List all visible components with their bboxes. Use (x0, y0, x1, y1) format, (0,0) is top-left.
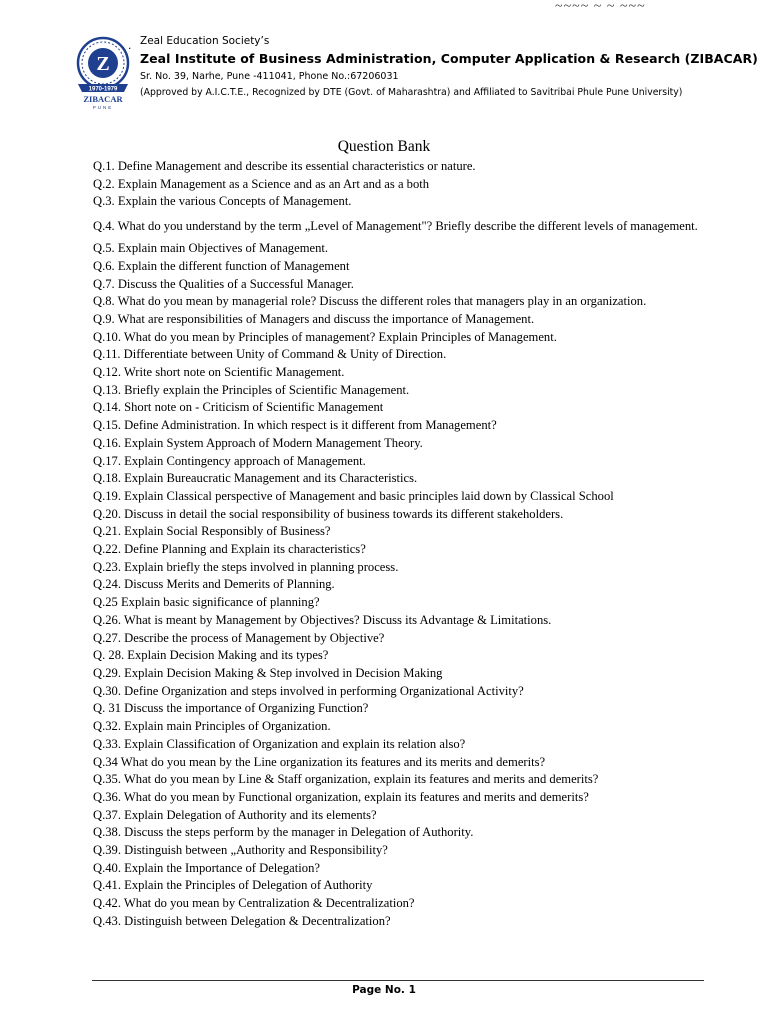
question-item: Q.1. Define Management and describe its essential characteristics or nature. (93, 159, 476, 173)
question-item: Q.14. Short note on - Criticism of Scientific Management (93, 400, 384, 415)
question-item: Q.20. Discuss in detail the social responsibility of business towards its different stakeholders. (93, 506, 564, 521)
question-item: Q. 28. Explain Decision Making and its types? (93, 648, 329, 663)
question-item: Q.4. What do you understand by the term „Level of Management"? Briefly describe the different levels of management. (93, 219, 698, 234)
question-item: Q.21. Explain Social Responsibly of Business? (93, 524, 331, 539)
page-number: Page No. 1 (352, 984, 416, 996)
question-item: Q.35. What do you mean by Line & Staff organization, explain its features and merits and demerits? (93, 772, 599, 787)
footer-divider (92, 980, 704, 981)
institute-name: Zeal Institute of Business Administration, Computer Application & Research (ZIBACAR) (140, 51, 758, 66)
question-item: Q.22. Define Planning and Explain its characteristics? (93, 542, 366, 557)
page-title: Question Bank (337, 138, 431, 155)
svg-text:ZIBACAR: ZIBACAR (83, 94, 123, 104)
question-item: Q.40. Explain the Importance of Delegation? (93, 860, 320, 875)
question-item: Q.24. Discuss Merits and Demerits of Planning. (93, 577, 335, 592)
question-item: Q.36. What do you mean by Functional organization, explain its features and merits and demerits? (93, 789, 589, 804)
question-item: Q.41. Explain the Principles of Delegation of Authority (93, 878, 373, 893)
question-item: Q.8. What do you mean by managerial role? Discuss the different roles that managers play in an organization. (93, 294, 647, 309)
question-item: Q.43. Distinguish between Delegation & Decentralization? (93, 913, 391, 928)
svg-text:1970-1979: 1970-1979 (88, 86, 118, 93)
question-item: Q.37. Explain Delegation of Authority and its elements? (93, 807, 377, 822)
question-item: Q.16. Explain System Approach of Modern Management Theory. (93, 435, 423, 450)
question-item: Q.29. Explain Decision Making & Step involved in Decision Making (93, 665, 443, 680)
question-item: Q.6. Explain the different function of Management (93, 258, 350, 273)
question-item: Q.15. Define Administration. In which respect is it different from Management? (93, 418, 497, 433)
question-item: Q.42. What do you mean by Centralization & Decentralization? (93, 896, 415, 911)
question-item: Q.12. Write short note on Scientific Management. (93, 365, 345, 380)
question-item: Q.27. Describe the process of Management by Objective? (93, 630, 385, 645)
question-item: Q.33. Explain Classification of Organization and explain its relation also? (93, 736, 466, 751)
question-item: Q.26. What is meant by Management by Objectives? Discuss its Advantage & Limitations. (93, 612, 552, 627)
institute-logo (72, 36, 134, 112)
question-item: Q.3. Explain the various Concepts of Management. (93, 194, 352, 209)
svg-text:Z: Z (96, 53, 110, 75)
question-item: Q.23. Explain briefly the steps involved in planning process. (93, 559, 399, 574)
question-list (93, 158, 703, 931)
question-item: Q.17. Explain Contingency approach of Management. (93, 453, 366, 468)
question-item: Q.5. Explain main Objectives of Management. (93, 241, 329, 256)
cropped-header-text: ~~~~ ~ ~ ~~~ (555, 0, 646, 14)
question-item: Q.34 What do you mean by the Line organization its features and its merits and demerits? (93, 754, 546, 769)
question-item: Q.39. Distinguish between „Authority and Responsibility? (93, 843, 388, 858)
question-item: Q.2. Explain Management as a Science and as an Art and as a both (93, 176, 430, 191)
question-item: Q.25 Explain basic significance of planning? (93, 595, 320, 610)
svg-text:PUNE: PUNE (92, 105, 114, 110)
question-item: Q.10. What do you mean by Principles of management? Explain Principles of Management. (93, 329, 557, 344)
logo-dot: . (128, 38, 132, 52)
question-item: Q.19. Explain Classical perspective of Management and basic principles laid down by Classical School (93, 488, 614, 503)
question-item: Q.32. Explain main Principles of Organization. (93, 719, 331, 734)
question-item: Q.11. Differentiate between Unity of Command & Unity of Direction. (93, 347, 447, 362)
question-item: Q.13. Briefly explain the Principles of Scientific Management. (93, 382, 410, 397)
question-item: Q.18. Explain Bureaucratic Management and its Characteristics. (93, 471, 418, 486)
question-item: Q. 31 Discuss the importance of Organizing Function? (93, 701, 369, 716)
approval-note: (Approved by A.I.C.T.E., Recognized by DTE (Govt. of Maharashtra) and Affiliated to Savitribai Phule Pune University) (140, 87, 683, 98)
question-item: Q.9. What are responsibilities of Managers and discuss the importance of Management. (93, 311, 535, 326)
question-item: Q.30. Define Organization and steps involved in performing Organizational Activity? (93, 683, 524, 698)
question-item: Q.7. Discuss the Qualities of a Successful Manager. (93, 276, 354, 291)
society-name: Zeal Education Society’s (140, 35, 270, 47)
institute-address: Sr. No. 39, Narhe, Pune -411041, Phone No.:67206031 (140, 71, 399, 82)
question-item: Q.38. Discuss the steps perform by the manager in Delegation of Authority. (93, 825, 474, 840)
